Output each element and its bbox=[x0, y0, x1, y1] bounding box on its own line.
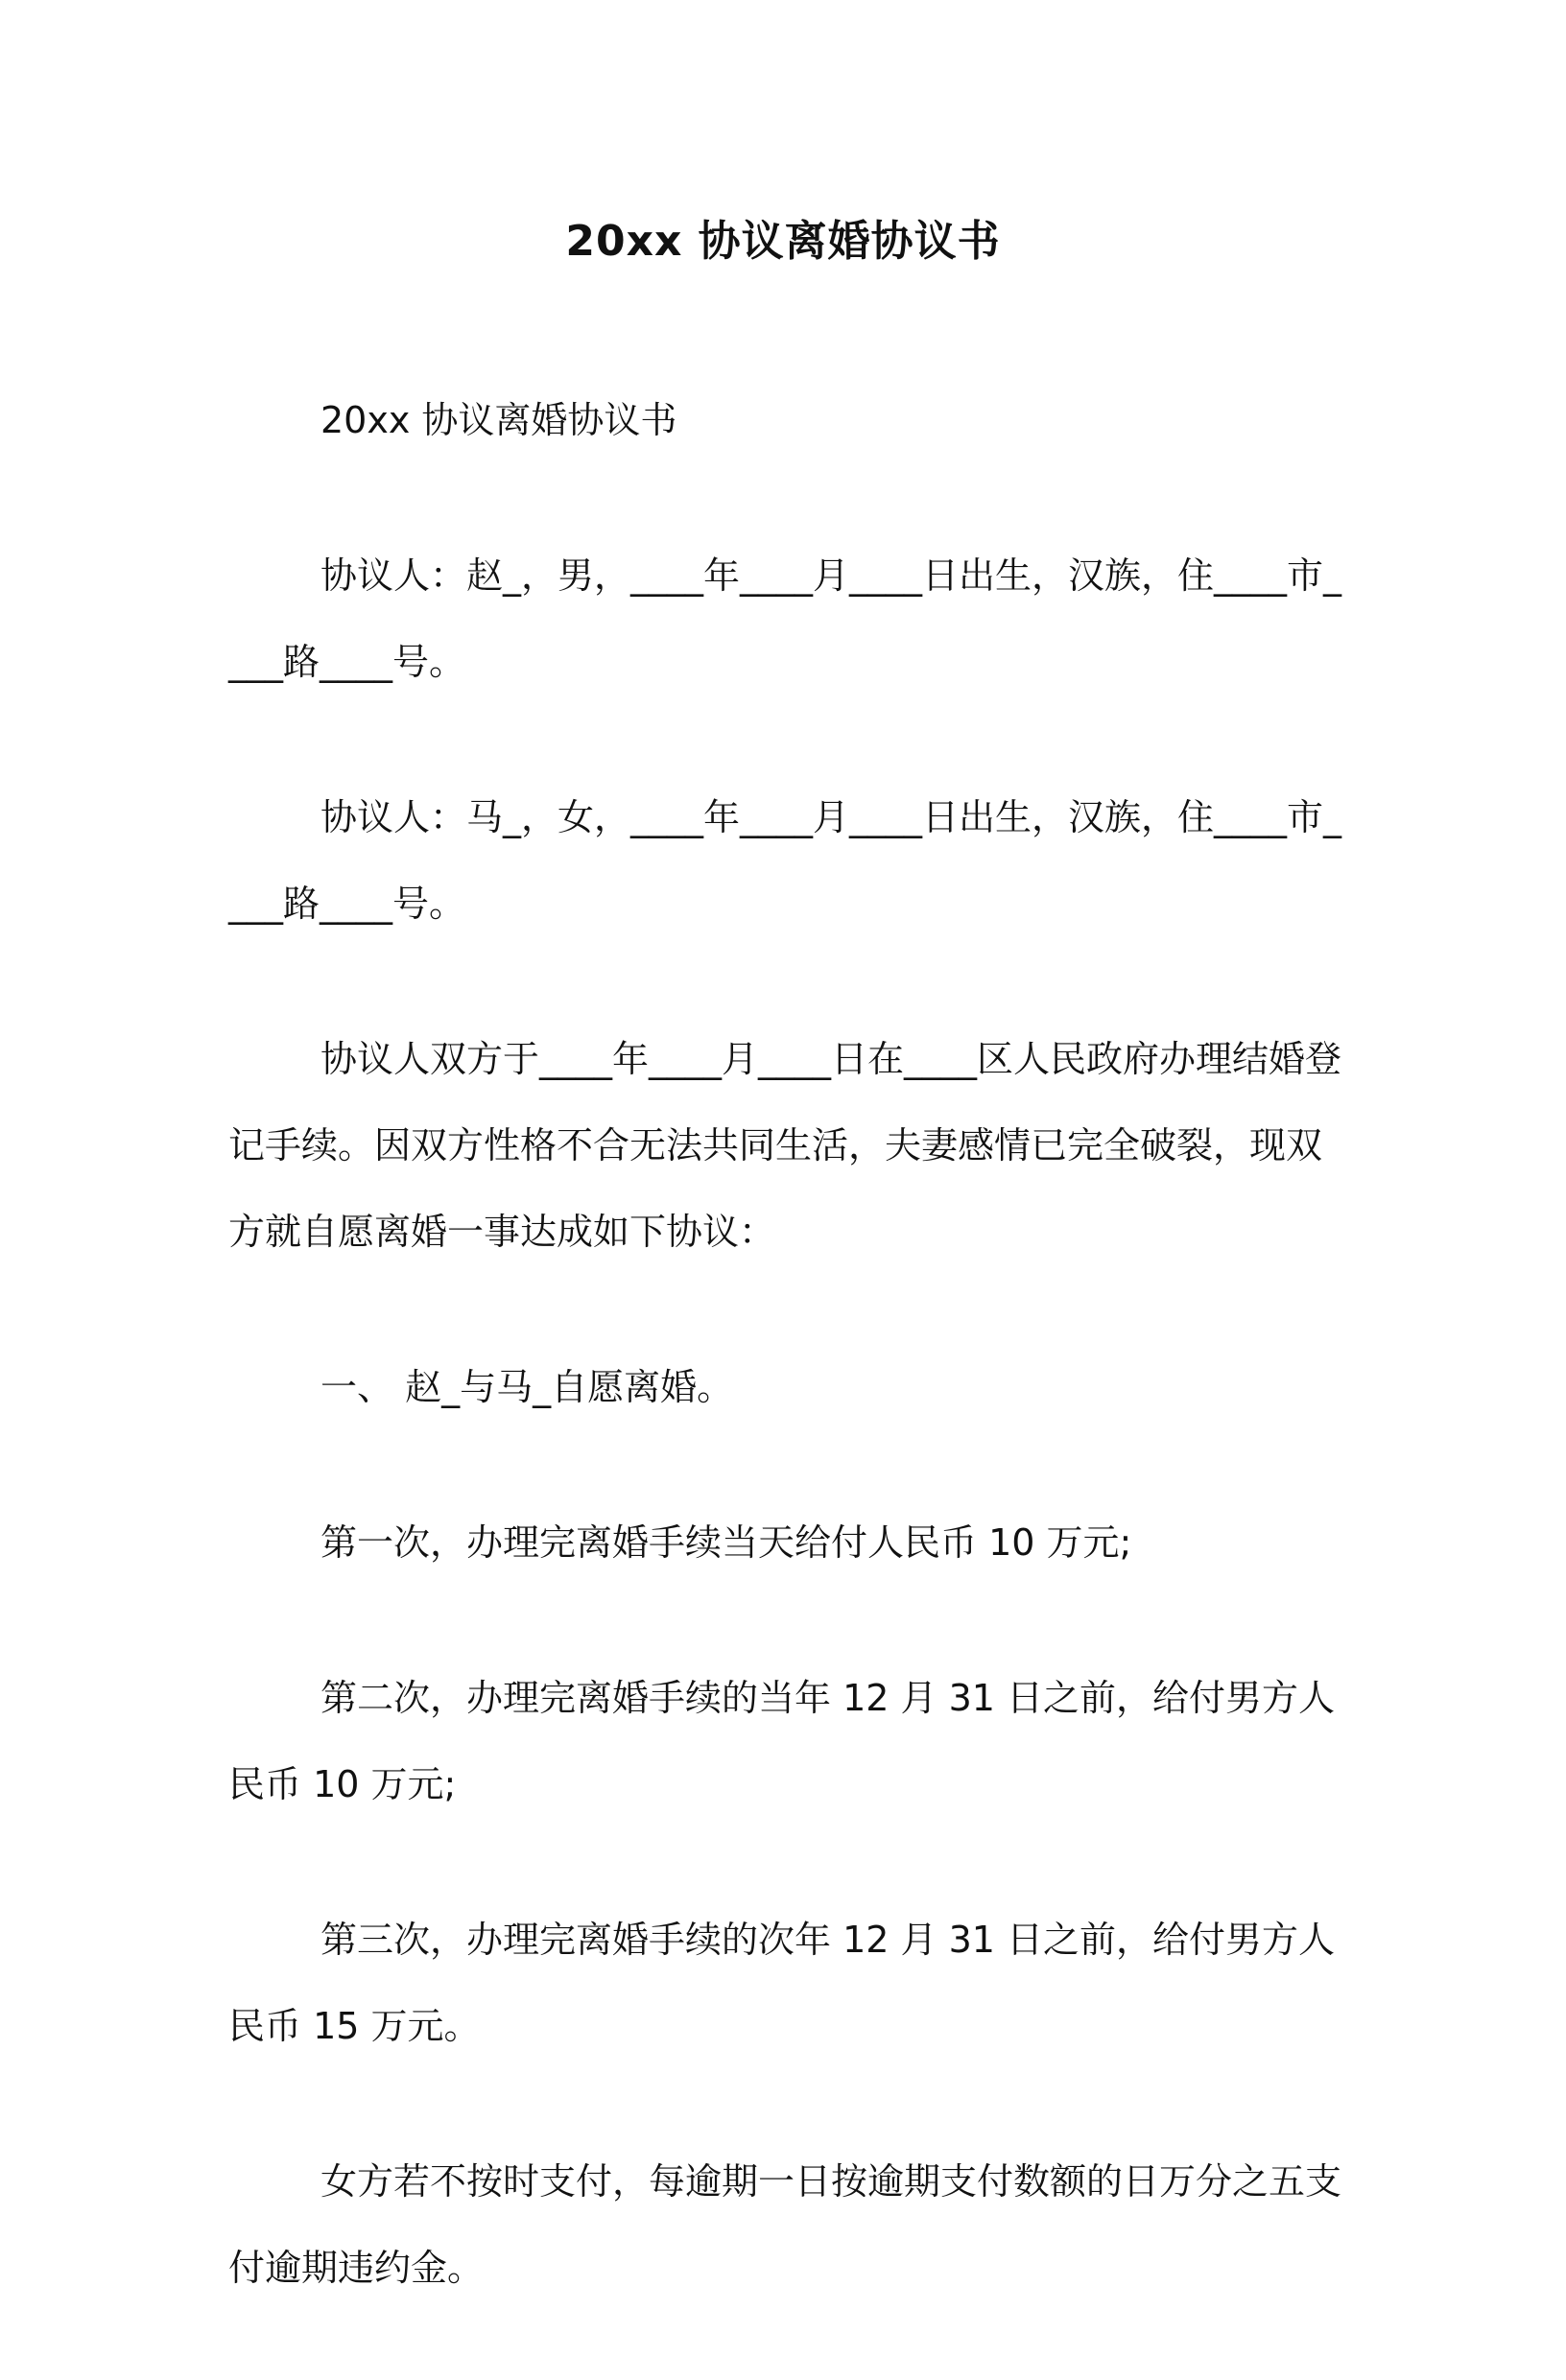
paragraph-party-zhao: 协议人：赵_，男，____年____月____日出生，汉族，住____市____路____号。 bbox=[228, 554, 1342, 683]
paragraph-payment-2: 第二次，办理完离婚手续的当年 12 月 31 日之前，给付男方人民币 10 万元; bbox=[228, 1677, 1336, 1805]
paragraph-payment-1: 第一次，办理完离婚手续当天给付人民币 10 万元; bbox=[320, 1521, 1132, 1564]
paragraph-subtitle: 20xx 协议离婚协议书 bbox=[320, 399, 677, 441]
paragraph-background: 协议人双方于____年____月____日在____区人民政府办理结婚登记手续。因双方性格不合无法共同生活，夫妻感情已完全破裂，现双方就自愿离婚一事达成如下协议： bbox=[228, 1038, 1342, 1253]
paragraph-party-ma: 协议人：马_，女，____年____月____日出生，汉族，住____市____路____号。 bbox=[228, 796, 1342, 925]
paragraph-penalty: 女方若不按时支付，每逾期一日按逾期支付数额的日万分之五支付逾期违约金。 bbox=[228, 2160, 1342, 2289]
paragraph-payment-3: 第三次，办理完离婚手续的次年 12 月 31 日之前，给付男方人民币 15 万元。 bbox=[228, 1919, 1336, 2047]
paragraph-clause-1: 一、 赵_与马_自愿离婚。 bbox=[320, 1366, 734, 1408]
document-title: 20xx 协议离婚协议书 bbox=[565, 217, 1001, 266]
document-body bbox=[228, 377, 1341, 2380]
